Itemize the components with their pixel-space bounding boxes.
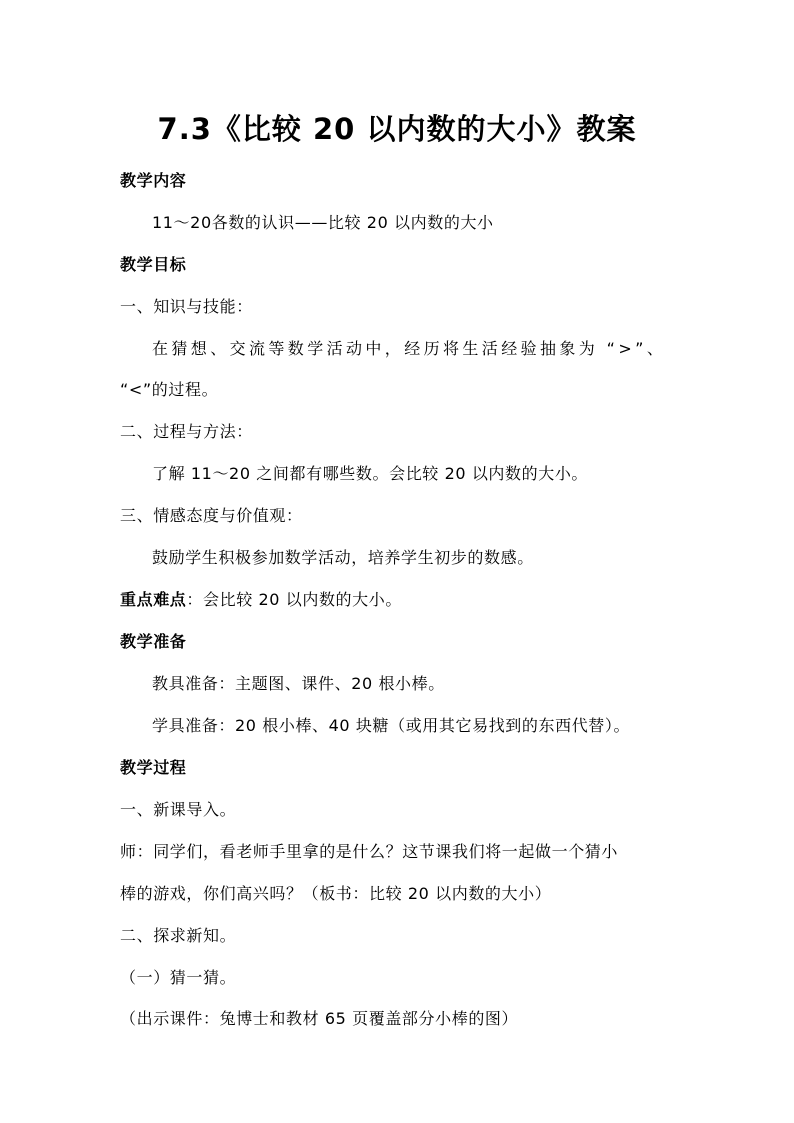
key-point-label: 重点难点 bbox=[120, 590, 187, 609]
goal-section-3-heading: 三、情感态度与价值观： bbox=[120, 506, 303, 525]
goal-section-1-text-line1: 在猜想、交流等数学活动中，经历将生活经验抽象为 “>”、 bbox=[152, 339, 667, 358]
courseware-note: （出示课件：兔博士和教材 65 页覆盖部分小棒的图） bbox=[120, 1009, 519, 1028]
document-title: 7.3《比较 20 以内数的大小》教案 bbox=[157, 112, 637, 146]
goal-section-1-heading: 一、知识与技能： bbox=[120, 297, 253, 316]
heading-teaching-preparation: 教学准备 bbox=[120, 632, 187, 651]
teacher-speech-line2: 棒的游戏，你们高兴吗？（板书：比较 20 以内数的大小） bbox=[120, 884, 552, 903]
process-step-2-heading: 二、探求新知。 bbox=[120, 926, 237, 945]
teacher-speech-line1: 师：同学们，看老师手里拿的是什么？这节课我们将一起做一个猜小 bbox=[120, 842, 619, 861]
goal-section-2-text: 了解 11～20 之间都有哪些数。会比较 20 以内数的大小。 bbox=[152, 464, 589, 483]
key-point-text: ：会比较 20 以内数的大小。 bbox=[186, 590, 402, 609]
heading-teaching-content: 教学内容 bbox=[120, 171, 187, 190]
key-point-line bbox=[120, 589, 402, 611]
teacher-materials-text: 教具准备：主题图、课件、20 根小棒。 bbox=[152, 674, 445, 693]
student-materials-text: 学具准备：20 根小棒、40 块糖（或用其它易找到的东西代替）。 bbox=[152, 716, 631, 735]
heading-teaching-goals: 教学目标 bbox=[120, 255, 187, 274]
substep-guess-heading: （一）猜一猜。 bbox=[120, 968, 237, 987]
process-step-1-heading: 一、新课导入。 bbox=[120, 800, 237, 819]
goal-section-3-text: 鼓励学生积极参加数学活动，培养学生初步的数感。 bbox=[152, 548, 534, 567]
heading-teaching-process: 教学过程 bbox=[120, 758, 187, 777]
goal-section-2-heading: 二、过程与方法： bbox=[120, 422, 253, 441]
goal-section-1-text-line2: “<”的过程。 bbox=[120, 380, 219, 399]
teaching-content-text: 11～20各数的认识——比较 20 以内数的大小 bbox=[152, 213, 494, 232]
